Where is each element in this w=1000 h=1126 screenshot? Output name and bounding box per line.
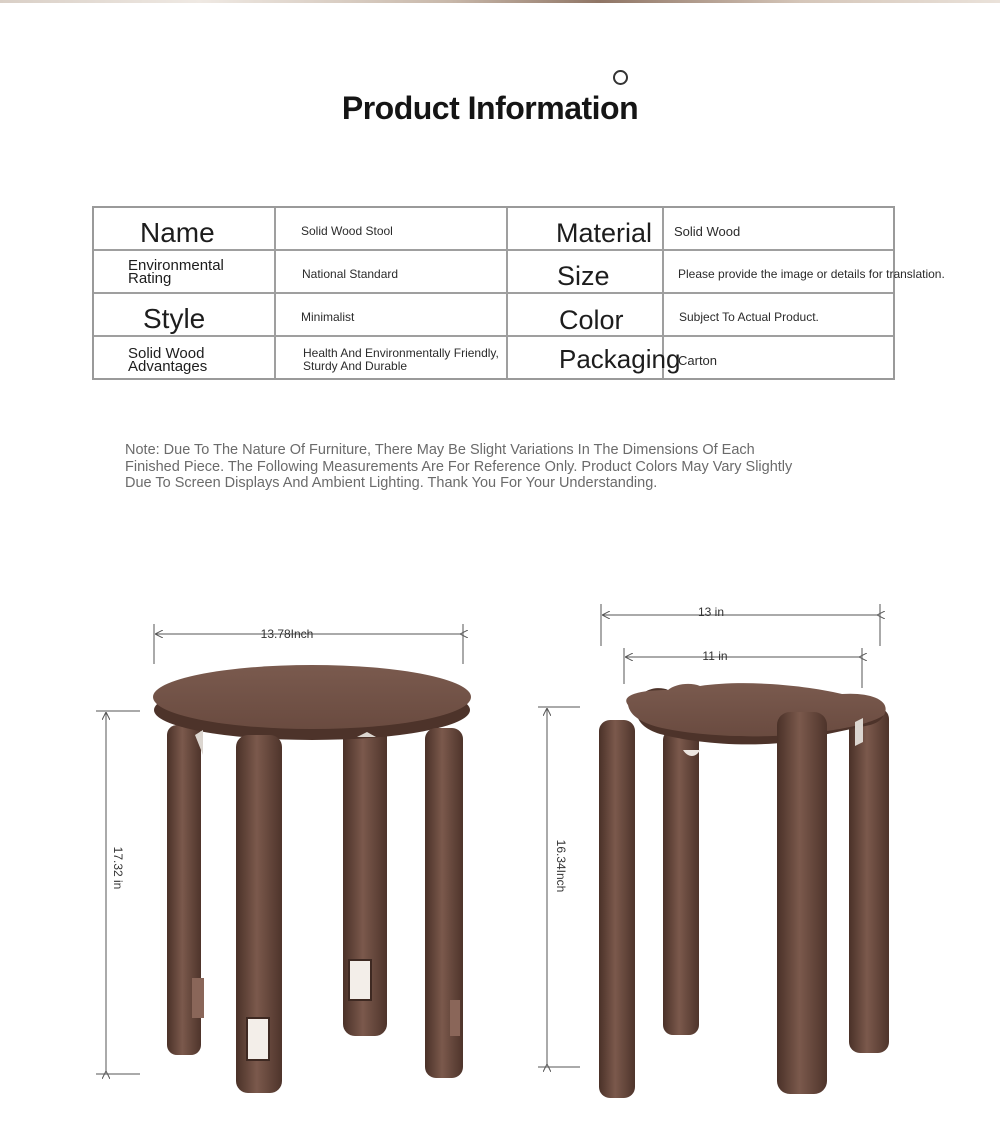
round-stool-illustration	[153, 665, 471, 1093]
spec-label-packaging: Packaging	[559, 343, 681, 374]
bracket	[855, 718, 863, 746]
page-title: Product Information	[341, 90, 639, 126]
shaped-stool-outer-width-label: 13 in	[697, 605, 725, 619]
leg-cutout	[247, 1018, 269, 1060]
shaped-stool-height-label: 16.34Inch	[554, 839, 568, 893]
spec-table	[92, 206, 945, 380]
spec-label-size: Size	[557, 260, 610, 291]
leg-cutout	[349, 960, 371, 1000]
shaped-stool-outer-width-dimension	[601, 604, 880, 646]
round-stool-height-label: 17.32 in	[111, 846, 125, 890]
spec-value-solid-wood-advantages: Health And Environmentally Friendly, Sturdy And Durable	[303, 346, 499, 373]
spec-label-solid-wood-advantages: Solid Wood Advantages	[128, 345, 208, 375]
leg-cutout	[192, 978, 204, 1018]
spec-value-color: Subject To Actual Product.	[679, 309, 819, 324]
spec-label-style: Style	[143, 303, 206, 334]
spec-value-name: Solid Wood Stool	[301, 223, 393, 238]
top-image-strip	[0, 0, 1000, 3]
spec-value-packaging: Carton	[678, 352, 718, 368]
spec-value-style: Minimalist	[301, 309, 355, 324]
spec-label-name: Name	[140, 217, 215, 248]
round-stool-height-dimension	[96, 711, 140, 1074]
spec-label-environmental-rating: Environmental Rating	[128, 257, 224, 287]
spec-label-material: Material	[556, 217, 653, 248]
spec-label-color: Color	[559, 304, 624, 335]
shaped-stool-inner-width-dimension	[624, 648, 862, 688]
leg-cutout	[450, 1000, 460, 1036]
disclaimer-note: Note: Due To The Nature Of Furniture, There May Be Slight Variations In The Dimensions Of Each Finished Piece. The Following Measurements Are For Reference Only. Product Colors May Vary Slightly Due To Screen Displays And Ambient Lighting. Thank You For Your Understanding.	[125, 442, 793, 491]
spec-value-size: Please provide the image or details for translation.	[678, 266, 945, 281]
decorative-ring-icon	[613, 70, 628, 85]
spec-value-material: Solid Wood	[674, 223, 741, 239]
stool-leg	[599, 720, 635, 1098]
shaped-stool-inner-width-label: 11 in	[702, 649, 728, 663]
shaped-stool-illustration	[599, 683, 889, 1098]
stool-leg	[777, 712, 827, 1094]
stool-leg	[849, 708, 889, 1053]
stool-leg	[663, 730, 699, 1035]
spec-value-environmental-rating: National Standard	[302, 266, 399, 281]
stool-seat	[153, 665, 471, 729]
table-divider	[274, 208, 276, 378]
dimension-diagram	[0, 560, 1000, 1126]
round-stool-width-label: 13.78Inch	[260, 627, 314, 641]
